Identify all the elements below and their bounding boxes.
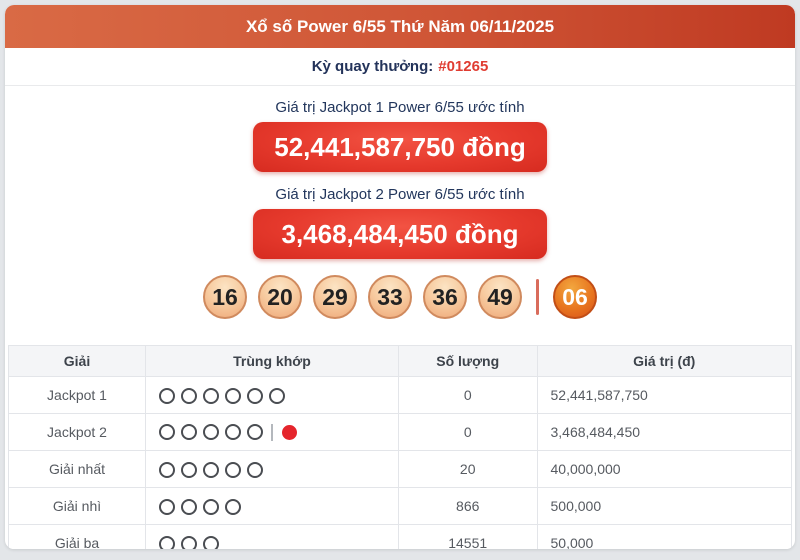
quantity-cell: 14551 — [398, 525, 537, 550]
table-row — [9, 488, 792, 525]
jackpot1-value: 52,441,587,750 đồng — [274, 131, 526, 162]
match-circle-icon — [159, 499, 175, 515]
card-header — [5, 5, 795, 48]
table-row — [9, 414, 792, 451]
quantity-cell: 20 — [398, 451, 537, 488]
match-special-red-icon — [282, 425, 297, 440]
match-circle-icon — [159, 462, 175, 478]
match-pattern-cell — [146, 451, 399, 488]
prize-name-cell: Giải ba — [9, 525, 146, 550]
prize-name-cell: Giải nhì — [9, 488, 146, 525]
quantity-cell: 0 — [398, 377, 537, 414]
jackpot2-value: 3,468,484,450 đồng — [281, 218, 519, 249]
table-header-row — [9, 346, 792, 377]
lottery-ball: 29 — [313, 275, 357, 319]
prize-value-cell: 52,441,587,750 — [537, 377, 792, 414]
prize-value-cell: 500,000 — [537, 488, 792, 525]
match-circle-icon — [203, 536, 219, 549]
jackpot1-value-button[interactable] — [253, 122, 547, 172]
match-circle-icon — [203, 424, 219, 440]
lottery-results-card — [5, 5, 795, 549]
prize-value-cell: 40,000,000 — [537, 451, 792, 488]
match-circle-icon — [247, 424, 263, 440]
ball-divider — [536, 279, 539, 315]
match-circle-icon — [181, 462, 197, 478]
lottery-ball: 33 — [368, 275, 412, 319]
match-circle-icon — [203, 462, 219, 478]
jackpot1-label: Giá trị Jackpot 1 Power 6/55 ước tính — [275, 99, 525, 116]
match-pattern-cell — [146, 377, 399, 414]
jackpot2-label: Giá trị Jackpot 2 Power 6/55 ước tính — [275, 186, 525, 203]
match-circle-icon — [181, 499, 197, 515]
draw-period-band — [5, 48, 795, 86]
match-circle-icon — [203, 499, 219, 515]
match-circle-icon — [159, 424, 175, 440]
prize-name-cell: Giải nhất — [9, 451, 146, 488]
match-circle-icon — [225, 462, 241, 478]
prize-name-cell: Jackpot 2 — [9, 414, 146, 451]
jackpot2-value-button[interactable] — [253, 209, 547, 259]
lottery-ball-special: 06 — [553, 275, 597, 319]
lottery-ball: 20 — [258, 275, 302, 319]
match-pattern-cell — [146, 488, 399, 525]
lottery-ball: 49 — [478, 275, 522, 319]
page-title: Xổ số Power 6/55 Thứ Năm 06/11/2025 — [245, 16, 555, 36]
match-circle-icon — [225, 424, 241, 440]
match-circle-icon — [159, 388, 175, 404]
winning-numbers-row — [5, 275, 795, 319]
match-circle-icon — [225, 388, 241, 404]
match-circle-icon — [269, 388, 285, 404]
table-row — [9, 377, 792, 414]
quantity-cell: 866 — [398, 488, 537, 525]
match-circle-icon — [159, 536, 175, 549]
column-header-match: Trùng khớp — [146, 346, 399, 377]
match-circle-icon — [225, 499, 241, 515]
match-circle-icon — [181, 536, 197, 549]
table-row — [9, 451, 792, 488]
column-header-value: Giá trị (đ) — [537, 346, 792, 377]
column-header-quantity: Số lượng — [398, 346, 537, 377]
lottery-ball: 36 — [423, 275, 467, 319]
match-pattern-cell — [146, 414, 399, 451]
match-circle-icon — [181, 424, 197, 440]
table-row — [9, 525, 792, 550]
prize-name-cell: Jackpot 1 — [9, 377, 146, 414]
prize-value-cell: 3,468,484,450 — [537, 414, 792, 451]
match-circle-icon — [247, 462, 263, 478]
match-separator — [271, 424, 273, 441]
quantity-cell: 0 — [398, 414, 537, 451]
match-circle-icon — [181, 388, 197, 404]
match-pattern-cell — [146, 525, 399, 550]
prize-value-cell: 50,000 — [537, 525, 792, 550]
lottery-ball: 16 — [203, 275, 247, 319]
match-circle-icon — [247, 388, 263, 404]
draw-period-label: Kỳ quay thưởng: — [311, 58, 434, 75]
draw-period-id: #01265 — [438, 58, 489, 75]
match-circle-icon — [203, 388, 219, 404]
prize-table — [8, 345, 792, 549]
column-header-prize: Giải — [9, 346, 146, 377]
